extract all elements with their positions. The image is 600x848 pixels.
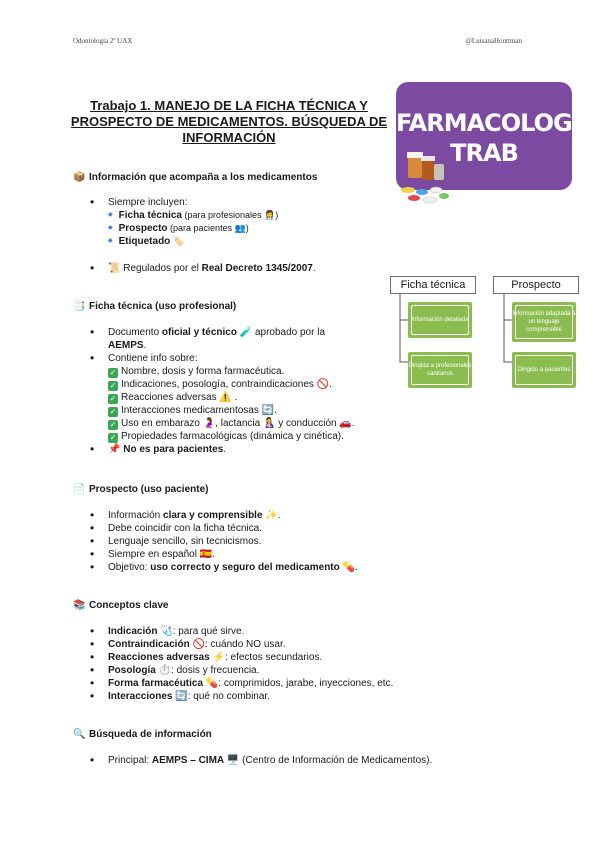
- badge-line2: TRAB: [450, 139, 518, 167]
- pin-icon: 📌: [108, 444, 121, 455]
- sublist: [90, 209, 316, 248]
- check-icon: ✓: [109, 420, 117, 429]
- section-prospecto-body: [90, 509, 358, 574]
- books-icon: 📚: [73, 600, 86, 611]
- section-heading-busqueda: 🔍 Búsqueda de información: [73, 729, 212, 740]
- list-item: ✓ Interacciones medicamentosas 🔄.: [109, 405, 277, 416]
- pill-bottles-image: [392, 150, 472, 210]
- header-right: @LuisanaHouttman: [465, 37, 522, 45]
- list-item: • Contiene info sobre:: [90, 352, 378, 365]
- list-item: • Contraindicación 🚫: cuándo NO usar.: [90, 638, 393, 651]
- list-item: ◆ Ficha técnica (para profesionales 👩‍⚕️): [108, 209, 316, 222]
- diagram-box: Información adaptada a un lenguaje comprensible: [512, 302, 576, 342]
- check-icon: ✓: [109, 433, 117, 442]
- list-item: ✓ Uso en embarazo 🤰, lactancia 🤱 y conducción 🚗.: [109, 418, 355, 429]
- list-item: • Principal: AEMPS – CIMA 🖥️ (Centro de Información de Medicamentos).: [90, 754, 432, 767]
- section-heading-info: 📦 Información que acompaña a los medicamentos: [73, 172, 318, 183]
- section-busqueda-body: [90, 754, 432, 767]
- list-item: ✓ Indicaciones, posología, contraindicaciones 🚫.: [109, 379, 332, 390]
- list-item: • Información clara y comprensible ✨.: [90, 509, 358, 522]
- comparison-diagram: [390, 276, 580, 400]
- diagram-box: Dirigido a pacientes: [512, 352, 576, 388]
- list-item: • Reacciones adversas ⚡: efectos secundarios.: [90, 651, 393, 664]
- check-icon: ✓: [109, 368, 117, 377]
- diagram-box: Información detallada: [408, 302, 472, 338]
- badge-line1: FARMACOLOGÍA: [396, 109, 598, 137]
- diagram-prospecto-title: Prospecto: [493, 276, 579, 294]
- header-left: Odontología 2º UAX: [73, 37, 133, 45]
- list-item: ✓ Reacciones adversas ⚠️ .: [109, 392, 238, 403]
- check-icon: ✓: [109, 407, 117, 416]
- list-item: • Objetivo: uso correcto y seguro del medicamento 💊.: [90, 561, 358, 574]
- list-item: • Posología ⏱️: dosis y frecuencia.: [90, 664, 393, 677]
- section-ficha-body: [90, 326, 378, 456]
- list-item: • Siempre incluyen:: [90, 196, 316, 209]
- list-item: • Documento oficial y técnico 🧪 aprobado por la AEMPS.: [90, 326, 378, 352]
- check-list: [90, 365, 378, 443]
- document-icon: 📑: [73, 301, 86, 312]
- list-item: • Siempre en español 🇪🇸.: [90, 548, 358, 561]
- section-heading-conceptos: 📚 Conceptos clave: [73, 600, 169, 611]
- list-item: • 📜 Regulados por el Real Decreto 1345/2007.: [90, 262, 316, 275]
- list-item: ◆ Prospecto (para pacientes 👥): [108, 222, 316, 235]
- search-icon: 🔍: [73, 729, 86, 740]
- list-item: • Interacciones 🔄: qué no combinar.: [90, 690, 393, 703]
- list-item: • Forma farmacéutica 💊: comprimidos, jarabe, inyecciones, etc.: [90, 677, 393, 690]
- check-icon: ✓: [109, 394, 117, 403]
- section-heading-ficha: 📑 Ficha técnica (uso profesional): [73, 301, 237, 312]
- diagram-box: Dirigida a profesionales sanitarios: [408, 352, 472, 388]
- package-icon: 📦: [73, 172, 86, 183]
- section-info-body: [90, 196, 316, 275]
- diagram-ficha-title: Ficha técnica: [390, 276, 476, 294]
- list-item: • Indicación 🩺: para qué sirve.: [90, 625, 393, 638]
- list-item: • Lenguaje sencillo, sin tecnicismos.: [90, 535, 358, 548]
- section-heading-prospecto: 📄 Prospecto (uso paciente): [73, 484, 209, 495]
- page-title: Trabajo 1. MANEJO DE LA FICHA TÉCNICA Y PROSPECTO DE MEDICAMENTOS. BÚSQUEDA DE INFORMACIÓN: [70, 98, 388, 145]
- list-item: ✓ Nombre, dosis y forma farmacéutica.: [109, 366, 285, 377]
- list-item: • Debe coincidir con la ficha técnica.: [90, 522, 358, 535]
- page-icon: 📄: [73, 484, 86, 495]
- check-icon: ✓: [109, 381, 117, 390]
- list-item: ✓ Propiedades farmacológicas (dinámica y cinética).: [109, 431, 344, 442]
- list-item: ◆ Etiquetado 🏷️: [108, 235, 316, 248]
- section-conceptos-body: [90, 625, 393, 703]
- list-item: • 📌 No es para pacientes.: [90, 443, 378, 456]
